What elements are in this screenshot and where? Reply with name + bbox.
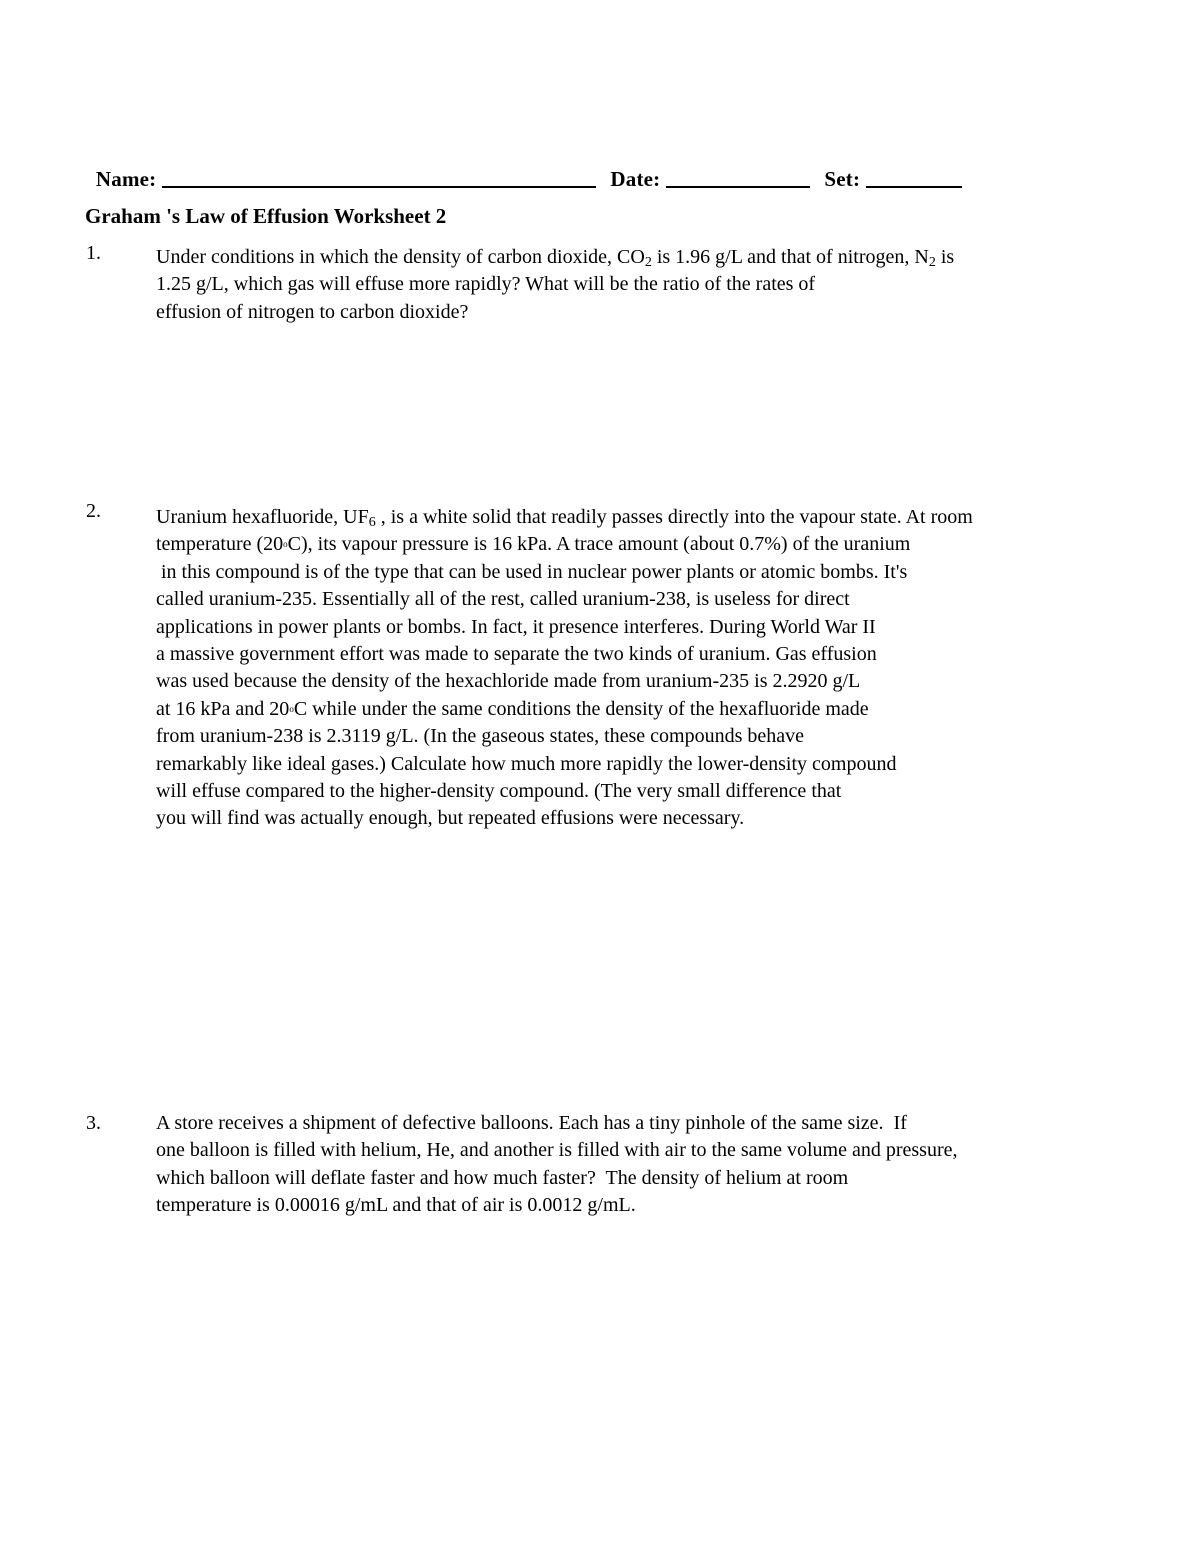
date-label: Date: [610, 167, 661, 191]
question-3-text [156, 1110, 1196, 1220]
question-line: from uranium-238 is 2.3119 g/L. (In the gaseous states, these compounds behave [156, 725, 805, 748]
question-2-number: 2. [86, 500, 101, 522]
set-label: Set: [824, 167, 861, 191]
date-blank[interactable] [666, 168, 810, 188]
question-line: Uranium hexafluoride, $UF_6$ , is a white solid that readily passes directly into the vapour state. At room [156, 506, 973, 530]
question-2-text [156, 504, 1196, 833]
worksheet-title: Graham 's Law of Effusion Worksheet 2 [85, 204, 447, 228]
question-line: which balloon will deflate faster and how much faster? The density of helium at room [156, 1166, 849, 1189]
question-line: remarkably like ideal gases.) Calculate how much more rapidly the lower-density compound [156, 752, 897, 775]
header-fields [85, 142, 962, 192]
name-label: Name: [95, 167, 157, 191]
question-line: called uranium-235. Essentially all of the rest, called uranium-238, is useless for direct [156, 588, 850, 611]
name-blank[interactable] [162, 168, 596, 188]
question-line: you will find was actually enough, but repeated effusions were necessary. [156, 807, 745, 830]
question-1-text [156, 244, 1196, 326]
question-line: Under conditions in which the density of carbon dioxide, $CO_2$ is 1.96 g/L and that of nitrogen, $N_2$ is [156, 246, 955, 270]
question-line: temperature is 0.00016 g/mL and that of air is 0.0012 g/mL. [156, 1194, 636, 1217]
question-line: 1.25 g/L, which gas will effuse more rapidly? What will be the ratio of the rates of [156, 273, 816, 296]
question-line: one balloon is filled with helium, He, and another is filled with air to the same volume and pressure, [156, 1139, 958, 1162]
question-line: in this compound is of the type that can be used in nuclear power plants or atomic bombs. It's [156, 560, 908, 583]
question-line: will effuse compared to the higher-density compound. (The very small difference that [156, 780, 842, 803]
question-line: at 16 kPa and 20$^o$C while under the same conditions the density of the hexafluoride made [156, 697, 869, 720]
set-blank[interactable] [866, 168, 962, 188]
question-line: a massive government effort was made to separate the two kinds of uranium. Gas effusion [156, 643, 877, 666]
question-line: effusion of nitrogen to carbon dioxide? [156, 300, 469, 323]
question-line: was used because the density of the hexachloride made from uranium-235 is 2.2920 g/L [156, 670, 861, 693]
question-line: temperature (20$^o$C), its vapour pressure is 16 kPa. A trace amount (about 0.7%) of the uranium [156, 533, 911, 556]
question-1-number: 1. [86, 242, 101, 264]
question-line: A store receives a shipment of defective balloons. Each has a tiny pinhole of the same size. If [156, 1112, 907, 1134]
question-3-number: 3. [86, 1112, 101, 1134]
question-line: applications in power plants or bombs. In fact, it presence interferes. During World War II [156, 615, 876, 638]
